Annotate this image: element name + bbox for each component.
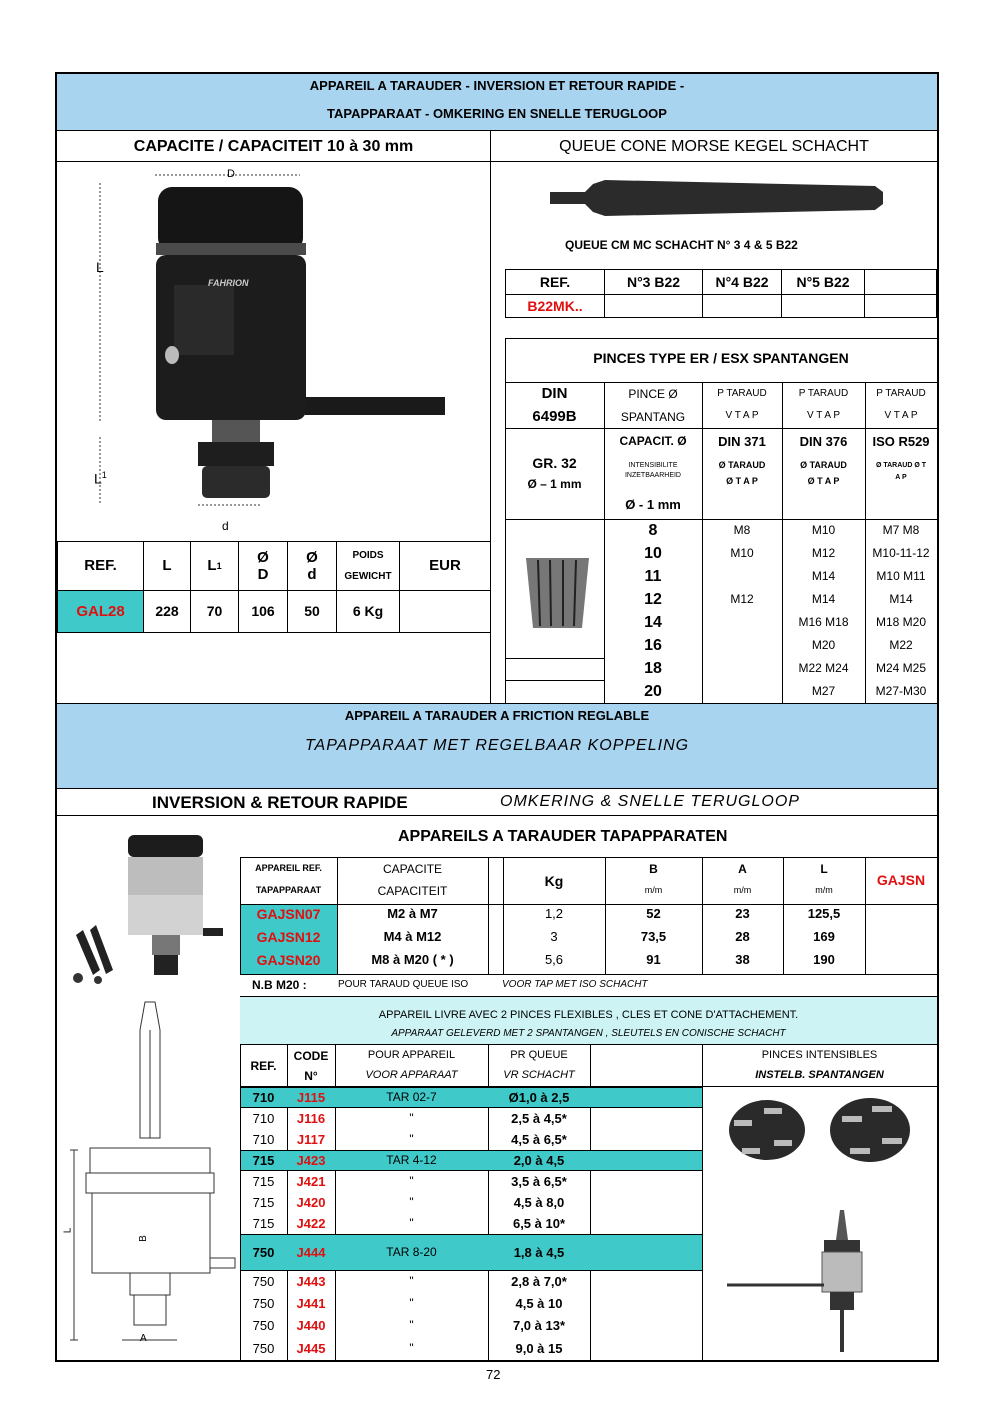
- collet-iso-value: M22: [889, 638, 913, 652]
- collet-cell-ref: 715: [252, 1152, 275, 1168]
- gajsn-header-cap2: CAPACITEIT: [377, 884, 448, 898]
- gal-header-eur: EUR: [399, 541, 491, 591]
- gal-d-cell: 106: [238, 590, 288, 633]
- gal-small-d-cell: 50: [287, 590, 337, 633]
- collet-iso-sub2: A P: [895, 474, 907, 481]
- collet-taraud-2: Ø TARAUD: [800, 460, 847, 470]
- collet-vtap-1: V T A P: [725, 410, 759, 421]
- collet-ptaraud-3: P TARAUD: [876, 388, 926, 399]
- gajsn-cell-a: 23: [735, 906, 750, 921]
- dim-small-d-label: d: [222, 519, 229, 533]
- gal-l1-cell: 70: [190, 590, 239, 633]
- collet-cell-q: 4,5 à 8,0: [513, 1194, 565, 1210]
- collet-cell-code: J420: [296, 1194, 326, 1210]
- collets-header-q2: VR SCHACHT: [503, 1069, 575, 1081]
- collet-sizes: [604, 519, 702, 703]
- collet-cell-ref: 750: [252, 1274, 275, 1289]
- collet-ptaraud-1: P TARAUD: [717, 388, 767, 399]
- collets-header-app1: POUR APPAREIL: [367, 1049, 456, 1061]
- collet-din376-value: M14: [811, 592, 836, 606]
- divider: [240, 904, 937, 905]
- collet-cell-app: TAR 4-12: [386, 1152, 437, 1167]
- collet-cell-ref: 715: [252, 1215, 275, 1231]
- collet-intens: INTENSIBILITE: [628, 462, 678, 469]
- collet-din371-value: M8: [733, 523, 751, 537]
- gajsn-cell-b: 73,5: [640, 929, 667, 944]
- collet-din371-value: [702, 680, 782, 703]
- gajsn-tapping-attachment-image: [68, 830, 238, 985]
- divider: [505, 658, 604, 659]
- collet-iso-value: M7 M8: [882, 523, 920, 537]
- intensible-collets-image: [712, 1090, 932, 1360]
- delivery-nl: APPARAAT GELEVERD MET 2 SPANTANGEN , SLEUTELS EN CONISCHE SCHACHT: [391, 1028, 786, 1039]
- collet-din371-value: [702, 634, 782, 657]
- divider: [240, 974, 937, 975]
- collet-cell-q: 4,5 à 10: [515, 1296, 563, 1311]
- collet-cell-q: 2,5 à 4,5*: [511, 1110, 567, 1126]
- gajsn-header-kg: Kg: [544, 873, 564, 889]
- collets-header-code1: CODE: [293, 1049, 329, 1063]
- friction-subtitle: TAPAPPARAAT MET REGELBAAR KOPPELING: [304, 737, 690, 754]
- collet-cell-code: J115: [296, 1089, 326, 1105]
- gal-header-d: Ø D: [238, 541, 288, 591]
- collet-cell-app: ": [409, 1340, 414, 1355]
- collet-iso-value: M10 M11: [876, 569, 926, 583]
- delivery-fr: APPAREIL LIVRE AVEC 2 PINCES FLEXIBLES , CLES ET CONE D'ATTACHEMENT.: [378, 1009, 799, 1021]
- gajsn-header-a: A: [738, 862, 747, 876]
- shank-header-no3: N°3 B22: [604, 269, 703, 295]
- inversion-title-nl: OMKERING & SNELLE TERUGLOOP: [500, 793, 800, 810]
- collet-cell-q: 4,5 à 6,5*: [511, 1131, 567, 1147]
- collet-inzet: INZETBAARHEID: [624, 472, 681, 479]
- collet-cell-ref: 750: [252, 1244, 275, 1260]
- collet-cell-code: J443: [296, 1274, 326, 1289]
- gajsn-cell-kg: 3: [550, 929, 558, 944]
- collet-iso-value: M10-11-12: [872, 546, 930, 560]
- header-title-line2: TAPAPPARAAT - OMKERING EN SNELLE TERUGLOOP: [327, 106, 667, 121]
- collet-din371-value: [702, 657, 782, 680]
- divider: [505, 428, 937, 429]
- er-collet-image: [520, 548, 595, 638]
- collet-gr: GR. 32: [532, 455, 577, 471]
- collet-cell-q: Ø1,0 à 2,5: [508, 1089, 570, 1105]
- collet-cell-app: ": [409, 1296, 414, 1310]
- gajsn-cell-b: 91: [646, 952, 661, 967]
- collet-din371-col: [702, 519, 782, 703]
- collet-tap-1: Ø T A P: [726, 476, 758, 486]
- collet-cell-q: 9,0 à 15: [515, 1340, 563, 1356]
- gajsn-cell-a: 28: [735, 929, 750, 944]
- collet-size: 11: [644, 568, 662, 585]
- shank-title: QUEUE CONE MORSE KEGEL SCHACHT: [559, 138, 869, 155]
- collets-header-p1: PINCES INTENSIBLES: [761, 1049, 878, 1061]
- collet-capacit: CAPACIT. Ø: [619, 434, 687, 448]
- gal-ref-cell: GAL28: [57, 590, 144, 633]
- collet-cell-app: ": [409, 1131, 414, 1146]
- gal-header-small-d: Ø d: [287, 541, 337, 591]
- gajsn-header-brand: GAJSN: [876, 872, 926, 888]
- collet-cell-code: J116: [296, 1110, 326, 1126]
- gajsn-cell-ref: GAJSN20: [256, 952, 321, 968]
- gal-header-l1: L 1: [190, 541, 239, 591]
- gajsn-header-l-unit: m/m: [815, 885, 833, 895]
- collet-din376-value: M14: [811, 569, 836, 583]
- gajsn-header-ref2: TAPAPPARAAT: [255, 885, 322, 895]
- collet-cell-app: ": [409, 1215, 414, 1230]
- gajsn-cell-ref: GAJSN07: [256, 906, 321, 922]
- gajsn-drawing-l-label: L: [62, 1227, 74, 1234]
- gajsn-nb-label: N.B M20 :: [252, 978, 307, 992]
- tapping-attachment-image: [80, 165, 460, 535]
- collet-cell-q: 1,8 à 4,5: [513, 1244, 565, 1260]
- collet-cell-ref: 750: [252, 1318, 275, 1333]
- collet-din: DIN: [541, 385, 568, 402]
- collet-size: 20: [644, 683, 662, 700]
- collet-iso-col: [865, 519, 937, 703]
- gal-header-ref: REF.: [57, 541, 144, 591]
- collet-iso-value: M24 M25: [875, 661, 927, 675]
- gajsn-drawing-a-label: A: [140, 1333, 147, 1344]
- collet-vtap-3: V T A P: [884, 410, 918, 421]
- gal-header-weight: POIDS GEWICHT: [336, 541, 400, 591]
- divider: [57, 815, 937, 816]
- gajsn-cell-kg: 1,2: [544, 906, 564, 921]
- gajsn-header-b-unit: m/m: [644, 885, 663, 895]
- collet-din376-value: M20: [811, 638, 836, 652]
- collet-cell-ref: 750: [252, 1340, 275, 1356]
- dim-d-label: D: [227, 168, 235, 180]
- shank-header-blank: [864, 269, 937, 295]
- divider: [57, 161, 937, 162]
- collet-cell-app: ": [409, 1110, 414, 1125]
- gajsn-cell-l: 169: [813, 929, 835, 944]
- gal-header-l: L: [143, 541, 191, 591]
- gajsn-drawing-b-label: B: [137, 1235, 149, 1242]
- collet-size: 12: [644, 591, 662, 608]
- collet-iso-sub: Ø TARAUD Ø T: [875, 462, 927, 469]
- gajsn-title: APPAREILS A TARAUDER TAPAPPARATEN: [398, 828, 728, 845]
- collet-title: PINCES TYPE ER / ESX SPANTANGEN: [593, 350, 849, 366]
- gajsn-cell-cap: M4 à M12: [383, 929, 442, 944]
- collet-din371: DIN 371: [718, 434, 766, 449]
- collets-header-app2: VOOR APPARAAT: [365, 1069, 458, 1081]
- gajsn-cell-kg: 5,6: [544, 952, 564, 967]
- shank-no3-cell: [604, 294, 703, 318]
- shank-ref-cell: B22MK..: [505, 294, 605, 318]
- collet-tap-2: Ø T A P: [807, 476, 840, 486]
- collet-cell-app: ": [409, 1173, 414, 1188]
- collet-cell-app: ": [409, 1274, 414, 1288]
- gajsn-cell-cap: M2 à M7: [387, 906, 438, 921]
- gajsn-cell-ref: GAJSN12: [256, 929, 321, 945]
- shank-caption: QUEUE CM MC SCHACHT N° 3 4 & 5 B22: [565, 238, 798, 252]
- gajsn-nb-text-nl: VOOR TAP MET ISO SCHACHT: [502, 979, 648, 990]
- gal-eur-cell: [399, 590, 491, 633]
- collet-cell-ref: 710: [252, 1089, 275, 1105]
- collet-cell-code: J440: [296, 1318, 326, 1333]
- gal-l-cell: 228: [143, 590, 191, 633]
- collet-iso-value: M27-M30: [875, 684, 927, 698]
- collet-din376-value: M12: [811, 546, 836, 560]
- collet-ptaraud-2: P TARAUD: [798, 388, 849, 399]
- collet-din376-value: M16 M18: [798, 615, 849, 629]
- collet-pince: PINCE Ø: [628, 387, 678, 401]
- collet-cell-ref: 710: [252, 1131, 275, 1147]
- collet-cell-code: J423: [296, 1152, 326, 1168]
- collet-din376-col: [782, 519, 865, 703]
- divider: [505, 382, 937, 383]
- shank-blank-cell: [864, 294, 937, 318]
- collet-cell-q: 7,0 à 13*: [512, 1318, 566, 1333]
- capacity-title: CAPACITE / CAPACITEIT 10 à 30 mm: [133, 138, 414, 155]
- collet-cell-code: J117: [296, 1131, 326, 1147]
- page-number: 72: [486, 1367, 501, 1382]
- collet-size: 10: [644, 545, 662, 562]
- gajsn-drawing: [62, 1000, 237, 1360]
- collet-cell-app: ": [409, 1194, 414, 1209]
- shank-no4-cell: [702, 294, 782, 318]
- header-title-line1: APPAREIL A TARAUDER - INVERSION ET RETOUR RAPIDE -: [309, 78, 685, 93]
- collet-din376-value: M10: [811, 523, 836, 537]
- shank-header-no4: N°4 B22: [702, 269, 782, 295]
- collet-taraud-1: Ø TARAUD: [718, 460, 766, 470]
- collet-vtap-2: V T A P: [807, 410, 840, 421]
- collet-din371-value: [702, 565, 782, 588]
- collet-cell-code: J441: [296, 1296, 326, 1311]
- collet-cell-code: J445: [296, 1340, 326, 1356]
- collet-gr-sub: Ø – 1 mm: [527, 477, 582, 491]
- brand-logo: FAHRION: [208, 278, 249, 288]
- gajsn-header-l: L: [820, 862, 828, 876]
- collet-din376-value: M27: [811, 684, 836, 698]
- divider: [702, 1045, 703, 1360]
- gajsn-header-b: B: [649, 862, 658, 876]
- collets-header-ref: REF.: [250, 1059, 277, 1073]
- dim-l1-label: $L^1$: [94, 470, 107, 487]
- collet-iso: ISO R529: [872, 434, 930, 449]
- collet-cell-ref: 750: [252, 1296, 275, 1311]
- collet-cell-q: 2,8 à 7,0*: [511, 1274, 567, 1289]
- collet-din376-value: M22 M24: [798, 661, 849, 675]
- collet-cell-ref: 715: [252, 1194, 275, 1210]
- collet-din371-value: M10: [730, 546, 754, 560]
- dim-l-label: L: [96, 259, 104, 275]
- friction-title: APPAREIL A TARAUDER A FRICTION REGLABLE: [344, 708, 650, 723]
- collet-cell-code: J422: [296, 1215, 326, 1231]
- collet-size: 14: [644, 614, 662, 631]
- collet-din376: DIN 376: [799, 434, 848, 449]
- shank-header-no5: N°5 B22: [781, 269, 865, 295]
- gajsn-cell-cap: M8 à M20 ( * ): [371, 952, 454, 967]
- gajsn-cell-a: 38: [735, 952, 750, 967]
- collet-spantang: SPANTANG: [620, 410, 686, 424]
- gal-weight-cell: 6 Kg: [336, 590, 400, 633]
- inversion-title: INVERSION & RETOUR RAPIDE: [152, 793, 408, 812]
- divider: [505, 680, 604, 681]
- divider: [488, 857, 489, 974]
- gajsn-cell-l: 190: [813, 952, 835, 967]
- collet-cell-code: J421: [296, 1173, 326, 1189]
- morse-taper-shank-image: [545, 168, 895, 228]
- collet-cell-app: TAR 02-7: [386, 1089, 437, 1104]
- gajsn-header-a-unit: m/m: [733, 885, 752, 895]
- collet-din-num: 6499B: [532, 408, 577, 425]
- collet-iso-value: M18 M20: [875, 615, 927, 629]
- collet-cell-q: 3,5 à 6,5*: [511, 1173, 567, 1189]
- collet-cell-app: ": [409, 1318, 414, 1332]
- collet-cell-q: 6,5 à 10*: [512, 1215, 566, 1231]
- collets-header-p2: INSTELB. SPANTANGEN: [755, 1069, 884, 1081]
- gajsn-cell-l: 125,5: [807, 906, 841, 921]
- collet-cell-ref: 710: [252, 1110, 275, 1126]
- collets-header-q1: PR QUEUE: [510, 1049, 568, 1061]
- collet-din371-value: M12: [730, 592, 754, 606]
- collets-header-code2: N°: [304, 1069, 318, 1083]
- collet-size: 18: [644, 660, 662, 677]
- collet-cell-q: 2,0 à 4,5: [513, 1152, 565, 1168]
- collet-cell-ref: 715: [252, 1173, 275, 1189]
- collet-size: 16: [644, 637, 662, 654]
- collet-size: 8: [648, 522, 658, 539]
- gajsn-header-cap1: CAPACITE: [382, 862, 443, 876]
- shank-no5-cell: [781, 294, 865, 318]
- collet-minus1: Ø - 1 mm: [625, 497, 681, 512]
- collet-cell-code: J444: [296, 1244, 326, 1260]
- shank-header-ref: REF.: [505, 269, 605, 295]
- gajsn-header-ref1: APPAREIL REF.: [255, 863, 322, 873]
- gajsn-cell-b: 52: [646, 906, 661, 921]
- collet-cell-app: TAR 8-20: [386, 1244, 437, 1259]
- collet-din371-value: [702, 611, 782, 634]
- gajsn-nb-text: POUR TARAUD QUEUE ISO: [338, 979, 469, 990]
- collet-iso-value: M14: [889, 592, 913, 606]
